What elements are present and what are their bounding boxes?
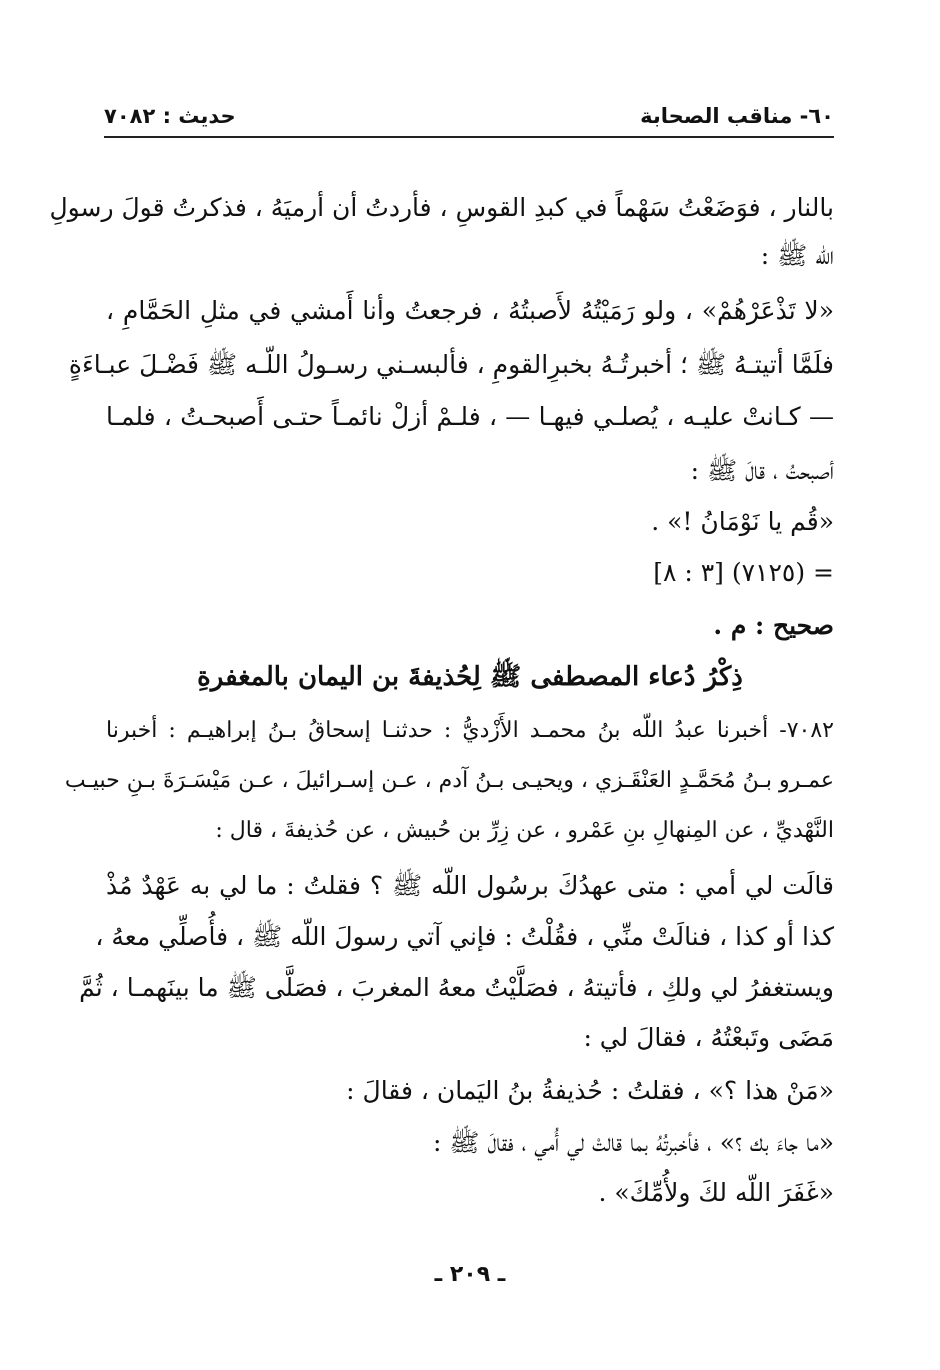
text-line: اللّه ﷺ : — [760, 241, 834, 270]
matn-line: قالَت لي أمي : متى عهدُكَ برسُول اللّه ﷺ ؟ فقلتُ : ما لي به عَهْدٌ مُذْ — [106, 871, 834, 900]
isnad-line: النَّهْديِّ ، عن المِنهالِ بنِ عَمْرو ، عن زِرِّ بن حُبيش ، عن حُذيفةَ ، قال : — [215, 818, 834, 843]
matn-line: ويستغفرُ لي ولكِ ، فأتيتهُ ، فصَلَّيْتُ معهُ المغربَ ، فصَلَّى ﷺ ما بينَهمـا ، ثُمَّ — [79, 973, 834, 1002]
page-header — [104, 100, 834, 138]
cross-reference: = (٧١٢٥) [٣ : ٨] — [653, 558, 834, 587]
text-line: — كـانتْ عليـه ، يُصلـي فيهـا — ، فلـمْ أزلْ نائمـاً حتـى أَصبحـتُ ، فلمـا — [106, 402, 834, 431]
quote-line: «مَنْ هذا ؟» ، فقلتُ : حُذيفةُ بنُ اليَمان ، فقالَ : — [346, 1076, 834, 1105]
quote-line: «قُم يا نَوْمَانُ !» . — [651, 507, 834, 536]
text-line: بالنار ، فوَضَعْتُ سَهْماً في كبدِ القوسِ ، فأردتُ أن أرميَهُ ، فذكرتُ قولَ رسولِ — [49, 193, 834, 222]
isnad-line: ٧٠٨٢- أخبرنا عبدُ اللّه بنُ محمـد الأَزْديُّ : حدثنـا إسحاقُ بـنُ إبراهيـم : أخبرنا — [106, 718, 834, 743]
quote-line: «غَفَرَ اللّه لكَ ولأُمِّكَ» . — [598, 1178, 834, 1207]
matn-line: مَضَى وتَبعْتُهُ ، فقالَ لي : — [583, 1023, 834, 1052]
chapter-title: ذِكْرُ دُعاء المصطفى ﷺ لِحُذيفةَ بن اليمان بالمغفرةِ — [197, 662, 743, 692]
hadith-grade: صحيح : م . — [713, 611, 834, 640]
page-number: ـ ٢٠٩ ـ — [434, 1262, 506, 1287]
hadith-number: حديث : ٧٠٨٢ — [104, 104, 236, 128]
quote-line: «ما جاءَ بك ؟» ، فأخبرتُهُ بما قالتْ لي أُمي ، فقالَ ﷺ : — [432, 1128, 834, 1157]
section-title: ٦٠- مناقب الصحابة — [640, 104, 834, 128]
text-line: فلَمَّا أتيتـهُ ﷺ ؛ أخبرتُـهُ بخبرِالقومِ ، فألبسـني رسـولُ اللّـه ﷺ فَضْـلَ عبـاءَةٍ — [68, 350, 834, 379]
text-line: «لا تَذْعَرْهُمْ» ، ولو رَمَيْتُهُ لأَصبتُهُ ، فرجعتُ وأنا أَمشي في مثلِ الحَمَّامِ ، — [106, 296, 834, 325]
matn-line: كذا أو كذا ، فنالَتْ منِّي ، فقُلْتُ : فإني آتي رسولَ اللّه ﷺ ، فأُصلِّي معهُ ، — [95, 922, 834, 951]
isnad-line: عمـرو بـنُ مُحَمَّـدٍ العَنْقَـزي ، ويحيـى بـنُ آدم ، عـن إسـرائيلَ ، عـن مَيْسَـرَةَ بـنِ حبيـب — [64, 768, 834, 793]
text-line: أصبحتُ ، قالَ ﷺ : — [690, 456, 834, 485]
